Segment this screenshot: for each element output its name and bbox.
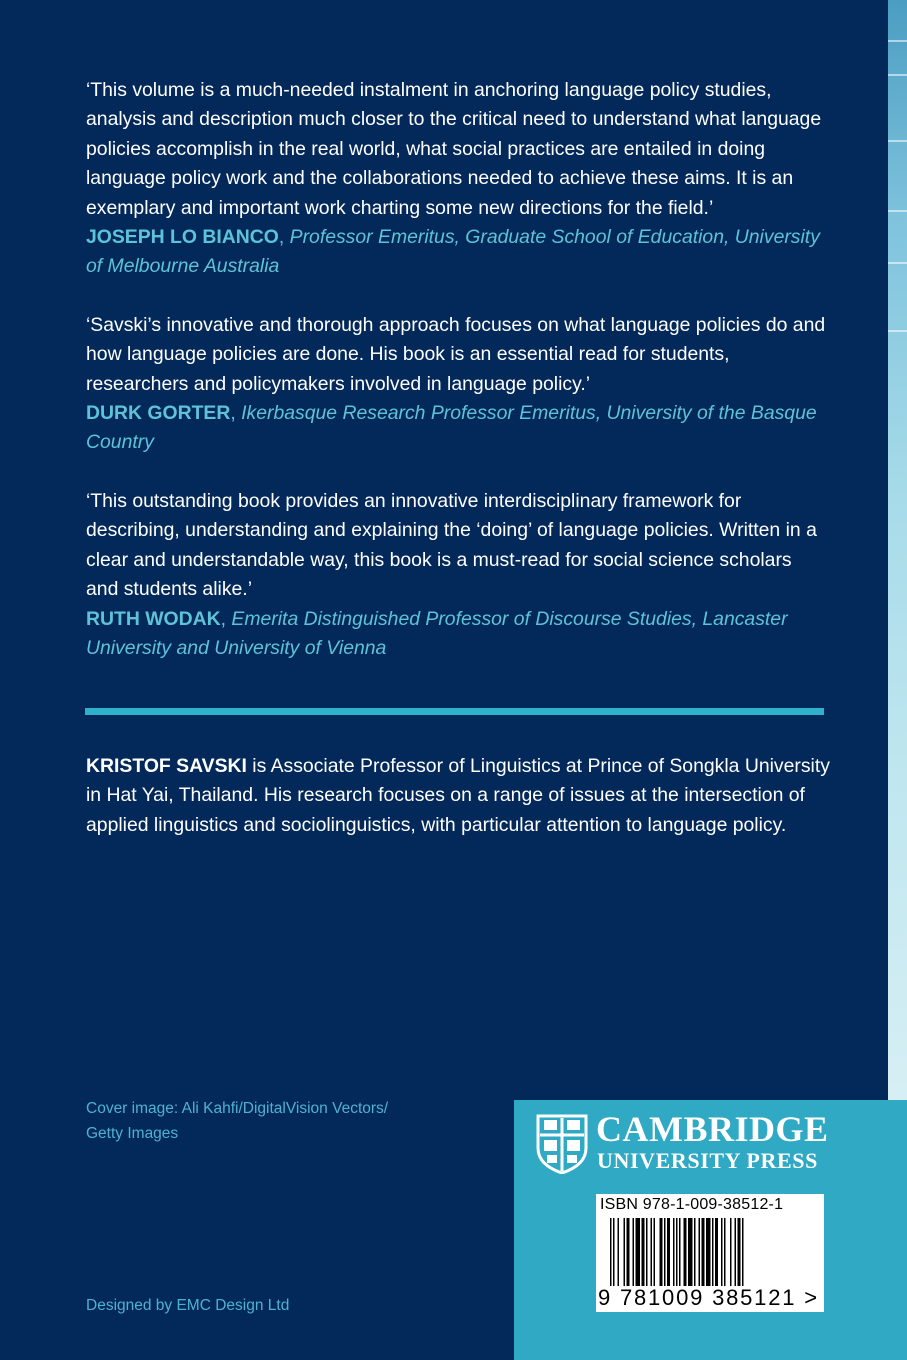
publisher-block	[514, 1100, 907, 1360]
isbn-barcode	[596, 1194, 824, 1312]
reviews-section	[86, 76, 826, 692]
spine-edge	[888, 0, 907, 1100]
barcode-bar	[730, 1218, 732, 1286]
review-1	[86, 76, 826, 282]
review-quote: ‘This outstanding book provides an innovative interdisciplinary framework for describing, understanding and explaining the ‘doing’ of language policies. Written in a clear and understandable way, this book is a must-read for social science scholars and students alike.’	[86, 489, 817, 601]
barcode-bar	[667, 1218, 670, 1286]
barcode-bar	[684, 1218, 687, 1286]
barcode-bar	[738, 1218, 741, 1286]
author-bio-text: is Associate Professor of Linguistics at Prince of Songkla University in Hat Yai, Thailand. His research focuses on a range of issues at the intersection of applied linguistics and sociolinguistics, with particular attention to language policy.	[86, 755, 830, 836]
reviewer-name: JOSEPH LO BIANCO	[86, 226, 279, 249]
barcode-bar	[642, 1218, 645, 1286]
publisher-name: CAMBRIDGE	[596, 1109, 829, 1149]
barcode-bar	[651, 1218, 653, 1286]
divider-rule	[85, 708, 824, 715]
barcode-bar	[742, 1218, 744, 1286]
publisher-subtitle: UNIVERSITY PRESS	[597, 1148, 818, 1173]
barcode-bar	[627, 1218, 630, 1286]
review-byline: JOSEPH LO BIANCO, Professor Emeritus, Graduate School of Education, University of Melbourne Australia	[86, 226, 820, 278]
reviewer-name: DURK GORTER	[86, 402, 231, 425]
cambridge-crest-icon	[536, 1114, 588, 1174]
review-quote: ‘This volume is a much-needed instalment in anchoring language policy studies, analysis and description much closer to the critical need to understand what language policies accomplish in the real world, what social practices are entailed in doing language policy work and the collaborations needed to achieve these aims. It is an exemplary and important work charting some new directions for the field.’	[86, 79, 822, 219]
review-2	[86, 311, 826, 458]
barcode-bar	[664, 1218, 666, 1286]
reviewer-role: Professor Emeritus, Graduate School of Education, University of Melbourne Australia	[86, 226, 820, 278]
barcode-bar	[618, 1218, 620, 1286]
barcode-bar	[694, 1218, 696, 1286]
barcode-bar	[688, 1218, 693, 1286]
author-name: KRISTOF SAVSKI	[86, 755, 247, 777]
isbn-digits: 9 781009 385121 >	[598, 1285, 819, 1310]
barcode-bar	[654, 1218, 656, 1286]
barcode-bar	[636, 1218, 641, 1286]
barcode-bar	[610, 1218, 612, 1286]
author-bio	[86, 752, 831, 840]
barcode-bar	[660, 1218, 663, 1286]
barcode-bar	[679, 1218, 681, 1286]
reviewer-role: Ikerbasque Research Professor Emeritus, University of the Basque Country	[86, 402, 817, 454]
barcode-bar	[706, 1218, 711, 1286]
reviewer-name: RUTH WODAK	[86, 607, 221, 630]
barcode-bar	[676, 1218, 678, 1286]
barcode-bar	[724, 1218, 726, 1286]
review-3	[86, 487, 826, 663]
cover-image-credit: Cover image: Ali Kahfi/DigitalVision Vectors/ Getty Images	[86, 1100, 389, 1142]
review-quote: ‘Savski’s innovative and thorough approach focuses on what language policies do and how language policies are done. His book is an essential read for students, researchers and policymakers involved in language policy.’	[86, 313, 826, 395]
barcode-bar	[646, 1218, 648, 1286]
designer-credit: Designed by EMC Design Ltd	[86, 1297, 290, 1314]
reviewer-role: Emerita Distinguished Professor of Discourse Studies, Lancaster University and University of Vienna	[86, 607, 788, 659]
isbn-label: ISBN 978-1-009-38512-1	[600, 1196, 784, 1213]
barcode-bar	[633, 1218, 635, 1286]
barcode-bar	[699, 1218, 701, 1286]
barcode-bars-icon	[610, 1218, 810, 1286]
barcode-bar	[613, 1218, 615, 1286]
review-byline: RUTH WODAK, Emerita Distinguished Professor of Discourse Studies, Lancaster University and University of Vienna	[86, 607, 788, 659]
barcode-bar	[624, 1218, 626, 1286]
barcode-bar	[735, 1218, 737, 1286]
barcode-bar	[715, 1218, 718, 1286]
barcode-bar	[673, 1218, 675, 1286]
review-byline: DURK GORTER, Ikerbasque Research Professor Emeritus, University of the Basque Country	[86, 402, 817, 454]
barcode-bar	[712, 1218, 714, 1286]
barcode-bar	[702, 1218, 705, 1286]
barcode-bar	[721, 1218, 723, 1286]
